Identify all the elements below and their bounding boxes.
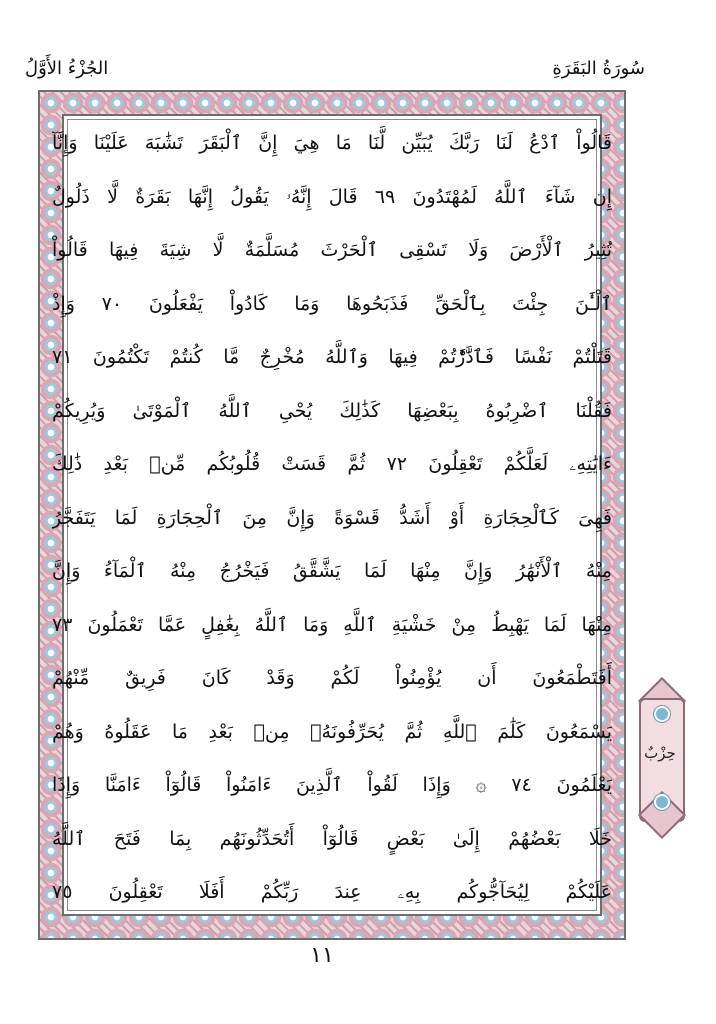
text-line: إِن شَآءَ ٱللَّهُ لَمُهْتَدُونَ ٦٩ قَالَ إِنَّهُۥ يَقُولُ إِنَّهَا بَقَرَةٌ لَّا ذَلُولٌ <box>52 185 612 208</box>
text-line: أَفَتَطْمَعُونَ أَن يُؤْمِنُواْ لَكُمْ وَقَدْ كَانَ فَرِيقٌ مِّنْهُمْ <box>52 667 612 689</box>
rosette-icon <box>654 794 670 810</box>
page-number: ١١ <box>310 943 334 968</box>
text-line: مِنْهَا لَمَا يَهْبِطُ مِنْ خَشْيَةِ ٱللَّهِ وَمَا ٱللَّهُ بِغَٰفِلٍ عَمَّا تَعْمَلُونَ ٧٣ <box>52 613 612 636</box>
text-line: فَهِىَ كَٱلْحِجَارَةِ أَوْ أَشَدُّ قَسْوَةً وَإِنَّ مِنَ ٱلْحِجَارَةِ لَمَا يَتَفَجَّرُ <box>52 506 612 529</box>
hizb-marker <box>633 684 687 832</box>
text-line: يَسْمَعُونَ كَلَٰمَ ٱللَّهِ ثُمَّ يُحَرِّفُونَهُۥ مِنۢ بَعْدِ مَا عَقَلُوهُ وَهُمْ <box>52 720 612 743</box>
text-line: قَالُواْ ٱدْعُ لَنَا رَبَّكَ يُبَيِّن لَّنَا مَا هِيَ إِنَّ ٱلْبَقَرَ تَشَٰبَهَ عَلَيْنَا وَإِنَّآ <box>52 132 612 154</box>
text-line: قَتَلْتُمْ نَفْسًا فَٱدَّٰرَْٰٔتُمْ فِيهَا وَٱللَّهُ مُخْرِجٌ مَّا كُنتُمْ تَكْتُمُونَ ٧١ <box>52 346 612 368</box>
text-line: خَلَا بَعْضُهُمْ إِلَىٰ بَعْضٍ قَالُوٓاْ أَتُحَدِّثُونَهُم بِمَا فَتَحَ ٱللَّهُ <box>52 827 612 850</box>
text-line: مِنْهُ ٱلْأَنْهَٰرُ وَإِنَّ مِنْهَا لَمَا يَشَّقَّقُ فَيَخْرُجُ مِنْهُ ٱلْمَآءُ وَإِنَّ <box>52 560 612 582</box>
rosette-icon <box>654 706 670 722</box>
text-line: عَلَيْكُمْ لِيُحَآجُّوكُم بِهِۦ عِندَ رَبِّكُمْ أَفَلَا تَعْقِلُونَ ٧٥ <box>52 881 612 903</box>
surah-name: سُورَةُ البَقَرَةِ <box>552 58 645 79</box>
text-line: ٱلْـَٰٔنَ جِئْتَ بِٱلْحَقِّ فَذَبَحُوهَا وَمَا كَادُواْ يَفْعَلُونَ ٧٠ وَإِذْ <box>52 292 612 315</box>
text-line: تُثِيرُ ٱلْأَرْضَ وَلَا تَسْقِى ٱلْحَرْثَ مُسَلَّمَةٌ لَّا شِيَةَ فِيهَا قَالُواْ <box>52 239 612 261</box>
text-line: فَقُلْنَا ٱضْرِبُوهُ بِبَعْضِهَا كَذَٰلِكَ يُحْىِ ٱللَّهُ ٱلْمَوْتَىٰ وَيُرِيكُمْ <box>52 399 612 422</box>
hizb-label: حِزْبٌ <box>644 744 676 762</box>
text-line: ءَايَٰتِهِۦ لَعَلَّكُمْ تَعْقِلُونَ ٧٢ ثُمَّ قَسَتْ قُلُوبُكُم مِّنۢ بَعْدِ ذَٰلِكَ <box>52 453 612 475</box>
juz-name: الجُزْءُ الأَوَّلُ <box>25 58 109 79</box>
quran-text <box>52 117 612 920</box>
text-line: يَعْلَمُونَ ٧٤ ۞ وَإِذَا لَقُواْ ٱلَّذِينَ ءَامَنُواْ قَالُوٓاْ ءَامَنَّا وَإِذَا <box>52 774 612 796</box>
